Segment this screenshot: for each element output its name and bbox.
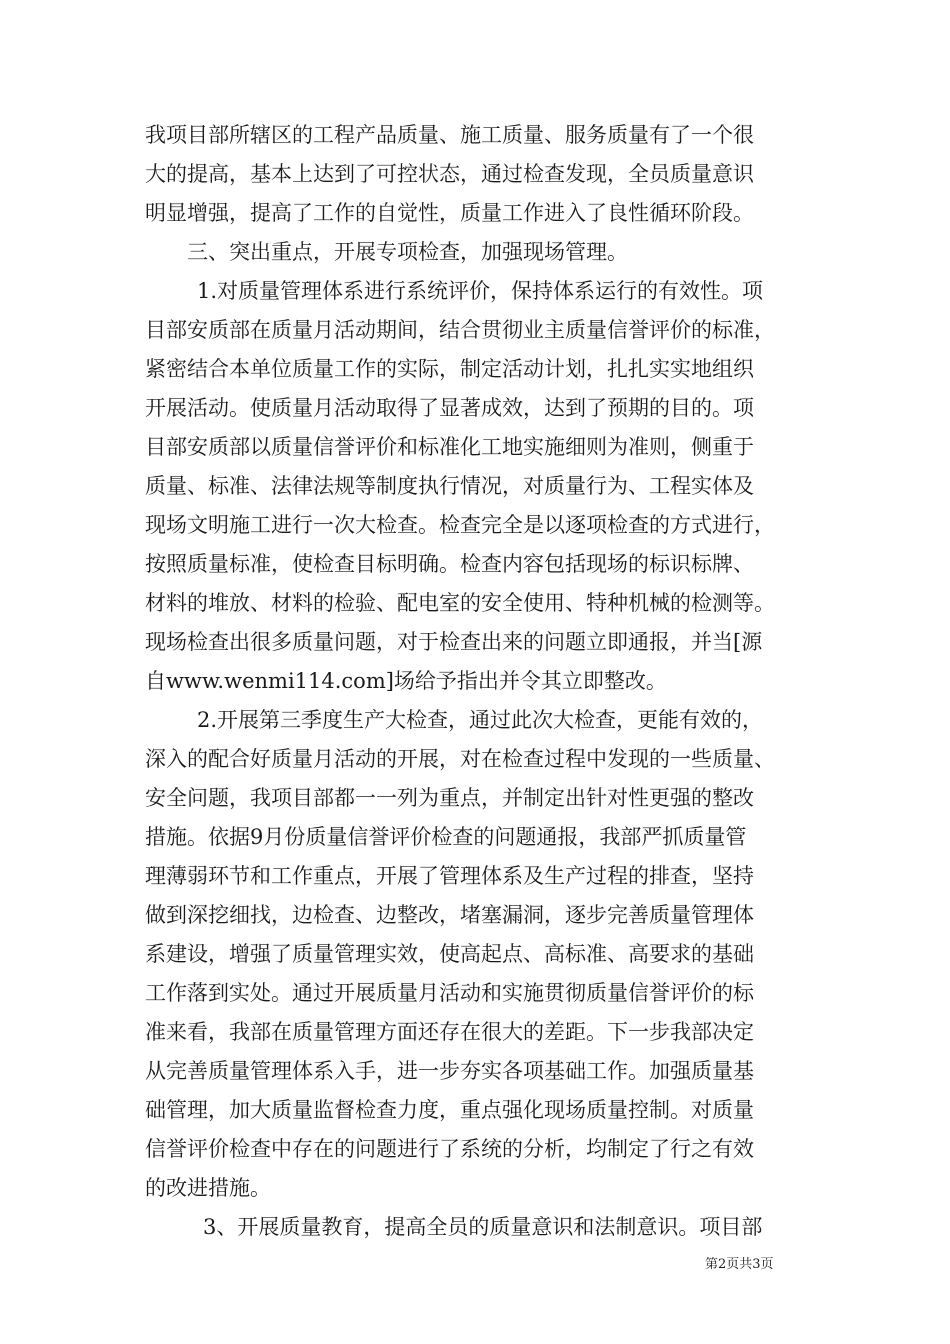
text-line: 按照质量标准，使检查目标明确。检查内容包括现场的标识标牌、 bbox=[145, 552, 754, 576]
text-line: 系建设，增强了质量管理实效，使高起点、高标准、高要求的基础 bbox=[145, 942, 754, 966]
text-line: 材料的堆放、材料的检验、配电室的安全使用、特种机械的检测等。 bbox=[145, 591, 775, 615]
text-line: 从完善质量管理体系入手，进一步夯实各项基础工作。加强质量基 bbox=[145, 1059, 754, 1083]
text-line: 目部安质部在质量月活动期间，结合贯彻业主质量信誉评价的标准， bbox=[145, 318, 775, 342]
text-line: 现场文明施工进行一次大检查。检查完全是以逐项检查的方式进行， bbox=[145, 513, 775, 537]
text-line: 1.对质量管理体系进行系统评价，保持体系运行的有效性。项 bbox=[197, 279, 764, 303]
text-line: 做到深挖细找，边检查、边整改，堵塞漏洞，逐步完善质量管理体 bbox=[145, 903, 754, 927]
text-line: 紧密结合本单位质量工作的实际，制定活动计划，扎扎实实地组织 bbox=[145, 357, 754, 381]
text-line: 自www.wenmi114.com]场给予指出并令其立即整改。 bbox=[145, 669, 667, 693]
text-line: 深入的配合好质量月活动的开展，对在检查过程中发现的一些质量、 bbox=[145, 747, 775, 771]
text-line: 信誉评价检查中存在的问题进行了系统的分析，均制定了行之有效 bbox=[145, 1137, 754, 1161]
text-line: 3、开展质量教育，提高全员的质量意识和法制意识。项目部 bbox=[203, 1215, 763, 1239]
text-line: 现场检查出很多质量问题，对于检查出来的问题立即通报，并当[源 bbox=[145, 630, 763, 654]
text-line: 目部安质部以质量信誉评价和标准化工地实施细则为准则，侧重于 bbox=[145, 435, 754, 459]
text-line: 开展活动。使质量月活动取得了显著成效，达到了预期的目的。项 bbox=[145, 396, 754, 420]
text-line: 理薄弱环节和工作重点，开展了管理体系及生产过程的排查，坚持 bbox=[145, 864, 754, 888]
text-line: 大的提高，基本上达到了可控状态，通过检查发现，全员质量意识 bbox=[145, 162, 754, 186]
text-line: 我项目部所辖区的工程产品质量、施工质量、服务质量有了一个很 bbox=[145, 123, 754, 147]
text-line: 的改进措施。 bbox=[145, 1176, 271, 1200]
text-line: 明显增强，提高了工作的自觉性，质量工作进入了良性循环阶段。 bbox=[145, 201, 754, 225]
section-heading: 三、突出重点，开展专项检查，加强现场管理。 bbox=[187, 240, 628, 264]
text-line: 措施。依据9月份质量信誉评价检查的问题通报，我部严抓质量管 bbox=[145, 825, 747, 849]
text-line: 质量、标准、法律法规等制度执行情况，对质量行为、工程实体及 bbox=[145, 474, 754, 498]
page-number: 第2页共3页 bbox=[705, 1257, 774, 1272]
text-line: 工作落到实处。通过开展质量月活动和实施贯彻质量信誉评价的标 bbox=[145, 981, 754, 1005]
text-line: 安全问题，我项目部都一一列为重点，并制定出针对性更强的整改 bbox=[145, 786, 754, 810]
text-line: 准来看，我部在质量管理方面还存在很大的差距。下一步我部决定 bbox=[145, 1020, 754, 1044]
text-line: 2.开展第三季度生产大检查，通过此次大检查，更能有效的， bbox=[197, 708, 764, 732]
text-line: 础管理，加大质量监督检查力度，重点强化现场质量控制。对质量 bbox=[145, 1098, 754, 1122]
